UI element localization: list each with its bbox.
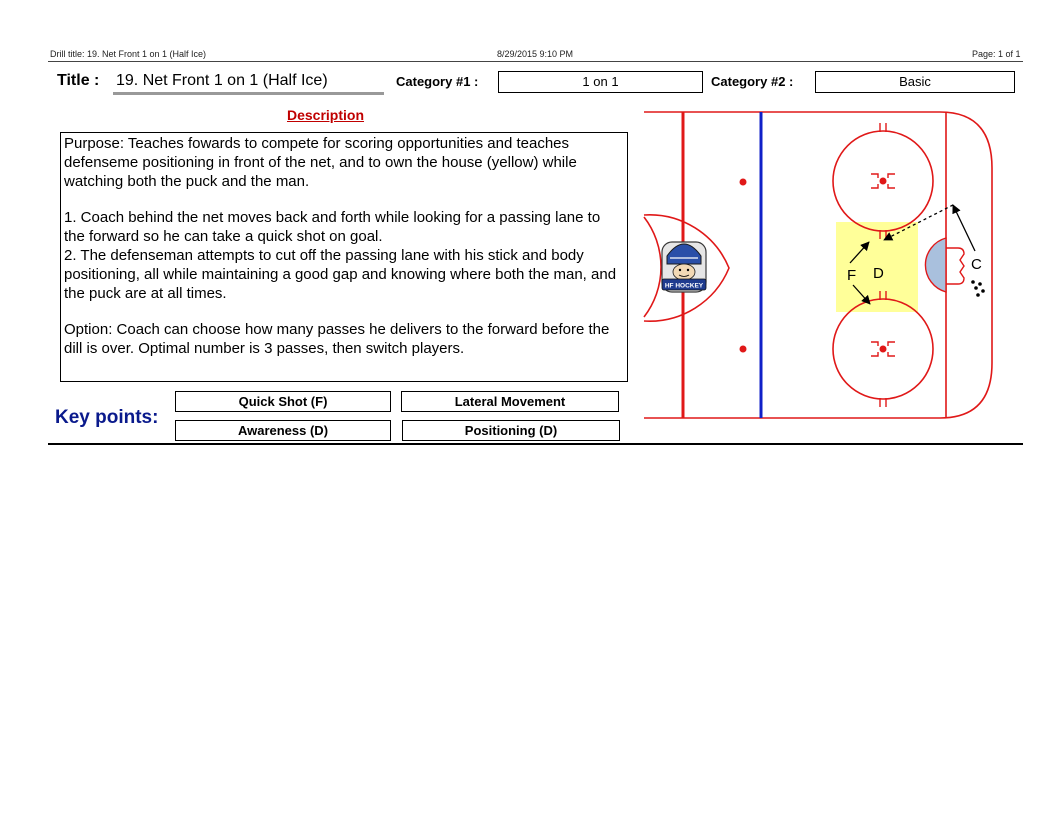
description-heading: Description xyxy=(287,107,365,123)
player-forward: F xyxy=(847,267,857,284)
neutral-dot-top xyxy=(740,179,747,186)
title-label: Title : xyxy=(57,72,100,89)
header-drill-title: Drill title: 19. Net Front 1 on 1 (Half Ice) xyxy=(50,49,207,59)
key-point-quick-shot: Quick Shot (F) xyxy=(175,391,391,412)
description-purpose: Purpose: Teaches fowards to compete for scoring opportunities and teaches defenseme positioning in front of the net, and to own the house (yellow) while watching both the puck and the man. xyxy=(64,135,577,190)
faceoff-dot-top xyxy=(880,178,887,185)
description-step-1: 1. Coach behind the net moves back and forth while looking for a passing lane to the forward so he can take a quick shot on goal. xyxy=(64,209,601,246)
category2-value: Basic xyxy=(815,71,1015,93)
header-rule xyxy=(48,61,1023,62)
player-coach: C xyxy=(971,256,982,273)
header-page: Page: 1 of 1 xyxy=(972,49,1021,59)
neutral-dot-bottom xyxy=(740,346,747,353)
goal-net xyxy=(946,248,964,284)
category2-label: Category #2 : xyxy=(711,74,794,89)
pucks xyxy=(971,280,985,297)
key-point-positioning: Positioning (D) xyxy=(402,420,620,441)
hf-hockey-logo xyxy=(662,242,706,292)
faceoff-dot-bottom xyxy=(880,346,887,353)
title-value: 19. Net Front 1 on 1 (Half Ice) xyxy=(113,72,384,95)
description-step-2: 2. The defenseman attempts to cut off the passing lane with his stick and body positioning, all while maintaining a good gap and knowing where both the man, and the puck are at all times. xyxy=(64,246,617,302)
header-datetime: 8/29/2015 9:10 PM xyxy=(497,49,574,59)
rink-diagram xyxy=(640,108,1000,423)
description-box xyxy=(60,132,628,382)
goal-crease xyxy=(925,238,946,292)
logo-text: HF HOCKEY xyxy=(664,282,704,290)
description-option: Option: Coach can choose how many passes he delivers to the forward before the dill is over. Optimal number is 3 passes, then switch players. xyxy=(64,321,610,358)
coach-movement-arrow xyxy=(953,205,975,251)
player-defense: D xyxy=(873,265,884,282)
key-point-awareness: Awareness (D) xyxy=(175,420,391,441)
category1-label: Category #1 : xyxy=(396,74,479,89)
bottom-rule xyxy=(48,443,1023,445)
category1-value: 1 on 1 xyxy=(498,71,703,93)
key-point-lateral-movement: Lateral Movement xyxy=(401,391,619,412)
center-circle xyxy=(644,217,661,317)
key-points-label: Key points: xyxy=(55,407,159,428)
